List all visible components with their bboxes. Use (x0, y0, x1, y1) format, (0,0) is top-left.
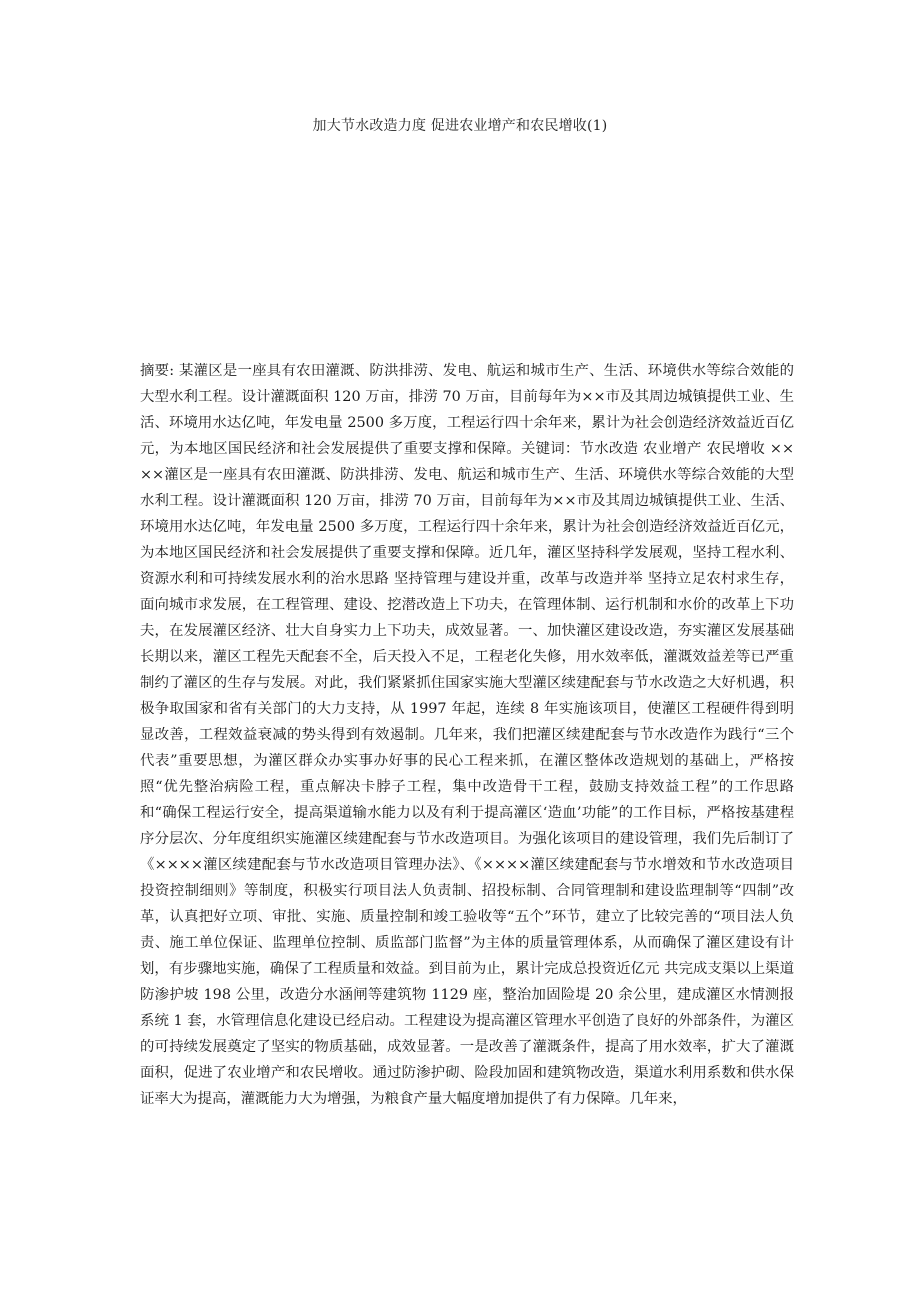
abstract-paragraph: 摘要: 某灌区是一座具有农田灌溉、防洪排涝、发电、航运和城市生产、生活、环境供水等综合效能的大型水利工程。设计灌溉面积 120 万亩，排涝 70 万亩，目前每年为××市及其周边城镇提供工业、生活、环境用水达亿吨，年发电量 2500 多万度，工程运行四十余年来，累计为社会创造经济效益近百亿元，为本地区国民经济和社会发展提供了重要支撑和保障。 (140, 363, 794, 457)
document-title: 加大节水改造力度 促进农业增产和农民增收(1) (312, 118, 608, 134)
document-body (140, 358, 794, 1112)
keywords-and-body-text: 关键词：节水改造 农业增产 农民增收 ××××灌区是一座具有农田灌溉、防洪排涝、发电、航运和城市生产、生活、环境供水等综合效能的大型水利工程。设计灌溉面积 120 万亩，排涝 70 万亩，目前每年为××市及其周边城镇提供工业、生活、环境用水达亿吨，年发电量 2500 多万度，工程运行四十余年来，累计为社会创造经济效益近百亿元，为本地区国民经济和社会发展提供了重要支撑和保障。近几年，灌区坚持科学发展观，坚持工程水利、资源水利和可持续发展水利的治水思路 坚持管理与建设并重，改革与改造并举 坚持立足农村求生存，面向城市求发展，在工程管理、建设、挖潜改造上下功夫，在管理体制、运行机制和水价的改革上下功夫，在发展灌区经济、壮大自身实力上下功夫，成效显著。一、加快灌区建设改造，夯实灌区发展基础长期以来，灌区工程先天配套不全，后天投入不足，工程老化失修，用水效率低，灌溉效益差等已严重制约了灌区的生存与发展。对此，我们紧紧抓住国家实施大型灌区续建配套与节水改造之大好机遇，积极争取国家和省有关部门的大力支持，从 1997 年起，连续 8 年实施该项目，使灌区工程硬件得到明显改善，工程效益衰减的势头得到有效遏制。几年来，我们把灌区续建配套与节水改造作为践行“三个代表”重要思想，为灌区群众办实事办好事的民心工程来抓，在灌区整体改造规划的基础上，严格按照“优先整治病险工程，重点解决卡脖子工程，集中改造骨干工程，鼓励支持效益工程”的工作思路和“确保工程运行安全，提高渠道输水能力以及有利于提高灌区‘造血’功能”的工作目标，严格按基建程序分层次、分年度组织实施灌区续建配套与节水改造项目。为强化该项目的建设管理，我们先后制订了《××××灌区续建配套与节水改造项目管理办法》、《××××灌区续建配套与节水增效和节水改造项目投资控制细则》等制度，积极实行项目法人负责制、招投标制、合同管理制和建设监理制等“四制”改革，认真把好立项、审批、实施、质量控制和竣工验收等“五个”环节，建立了比较完善的“项目法人负责、施工单位保证、监理单位控制、质监部门监督”为主体的质量管理体系，从而确保了灌区建设有计划，有步骤地实施，确保了工程质量和效益。到目前为止，累计完成总投资近亿元 共完成支渠以上渠道防渗护坡 198 公里，改造分水涵闸等建筑物 1129 座，整治加固险堤 20 余公里，建成灌区水情测报系统 1 套，水管理信息化建设已经启动。工程建设为提高灌区管理水平创造了良好的外部条件，为灌区的可持续发展奠定了坚实的物质基础，成效显著。一是改善了灌溉条件，提高了用水效率，扩大了灌溉面积，促进了农业增产和农民增收。通过防渗护砌、险段加固和建筑物改造，渠道水利用系数和供水保证率大为提高，灌溉能力大为增强，为粮食产量大幅度增加提供了有力保障。几年来， (140, 441, 794, 1107)
